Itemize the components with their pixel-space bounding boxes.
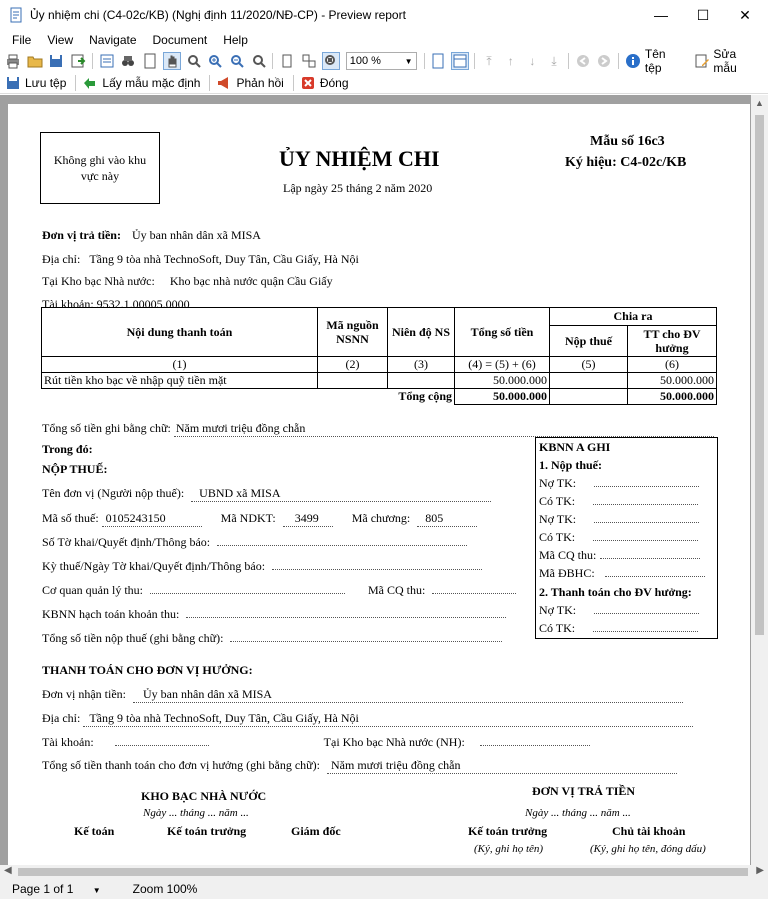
document-icon xyxy=(8,7,24,23)
magnifier-icon[interactable] xyxy=(185,52,203,70)
lay-mau-label: Lấy mẫu mặc định xyxy=(102,75,201,90)
sum-total: 50.000.000 xyxy=(455,389,550,405)
toolbar-separator xyxy=(75,75,76,91)
taxpayer-row xyxy=(42,486,491,502)
ten-tep-button[interactable] xyxy=(622,47,685,75)
tax-words-value xyxy=(230,641,502,642)
co-tk-value xyxy=(593,504,698,505)
header-content: Nội dung thanh toán xyxy=(42,308,318,357)
chuong-value: 805 xyxy=(417,511,477,527)
kbnn-hach-toan-label: KBNN hạch toán khoản thu: xyxy=(42,607,180,621)
receiver-label: Đơn vị nhận tiền: xyxy=(42,687,126,701)
kbnn-hach-toan-value xyxy=(186,617,506,618)
row-tax xyxy=(550,373,628,389)
kbnn-box-title: KBNN A GHI xyxy=(539,440,611,454)
chevron-down-icon: ▼ xyxy=(92,886,101,895)
ma-cq-value xyxy=(432,593,516,594)
table-row xyxy=(42,373,717,389)
menu-view[interactable]: View xyxy=(47,33,74,47)
scroll-right-icon[interactable]: ▶ xyxy=(756,865,764,876)
ten-tep-label: Tên tệp xyxy=(644,47,666,75)
zoom-in-icon[interactable] xyxy=(206,52,224,70)
undo-arrow-icon xyxy=(81,74,99,92)
no-tk-value xyxy=(594,486,699,487)
account-value: 9532.1.00005.0000 xyxy=(96,297,190,311)
dong-button[interactable] xyxy=(297,74,349,92)
ma-dbhc-label: Mã ĐBHC: xyxy=(539,566,595,580)
no-write-box: Không ghi vào khu vực này xyxy=(40,132,160,204)
menu-document[interactable]: Document xyxy=(152,33,208,47)
so-to-khai-label: Số Tờ khai/Quyết định/Thông báo: xyxy=(42,535,211,549)
luu-tep-button[interactable] xyxy=(2,74,66,92)
toolbar-separator xyxy=(293,75,294,91)
col-number: (6) xyxy=(628,357,717,373)
sum-tax xyxy=(550,389,628,405)
payer-row xyxy=(42,228,261,243)
taxcode-label: Mã số thuế: xyxy=(42,511,99,525)
preview-area[interactable] xyxy=(0,95,768,865)
row-total: 50.000.000 xyxy=(455,373,550,389)
ky-thue-value xyxy=(272,569,482,570)
receiver-account-value xyxy=(115,745,209,746)
ndkt-label: Mã NDKT: xyxy=(220,511,276,525)
zoom-select[interactable] xyxy=(346,52,417,70)
sua-mau-label: Sửa mẫu xyxy=(713,47,737,75)
tax-words-row xyxy=(42,631,502,646)
kbnn-co-tk-row xyxy=(539,530,698,545)
header-tax: Nộp thuế xyxy=(550,326,628,357)
row-source xyxy=(318,373,388,389)
words-label: Tổng số tiền ghi bằng chữ: xyxy=(42,421,171,435)
save-icon[interactable] xyxy=(47,52,65,70)
close-icon xyxy=(299,74,317,92)
thanh-toan-heading: THANH TOÁN CHO ĐƠN VỊ HƯỞNG: xyxy=(42,663,253,677)
back-icon[interactable] xyxy=(574,52,592,70)
kbnn-ma-cq-row xyxy=(539,548,700,563)
taxpayer-value: UBND xã MISA xyxy=(191,486,491,502)
scroll-up-icon[interactable]: ▲ xyxy=(755,98,764,108)
co-tk-label: Có TK: xyxy=(539,621,576,635)
menu-help[interactable]: Help xyxy=(223,33,248,47)
receiver-words-row xyxy=(42,758,677,774)
toolbar-separator xyxy=(474,53,475,69)
account-label: Tài khoản: xyxy=(42,297,94,311)
megaphone-icon xyxy=(215,74,233,92)
two-pages-icon[interactable] xyxy=(451,52,469,70)
horizontal-scrollbar[interactable] xyxy=(0,865,768,879)
co-quan-label: Cơ quan quản lý thu: xyxy=(42,583,144,597)
sua-mau-button[interactable] xyxy=(691,47,762,75)
kbnn-section-2: 2. Thanh toán cho ĐV hưởng: xyxy=(539,585,692,599)
page-indicator[interactable] xyxy=(12,882,117,896)
taxcode-value: 0105243150 xyxy=(102,511,202,527)
table-sum-row xyxy=(42,389,717,405)
ke-toan-label: Kế toán xyxy=(74,824,115,838)
menu-navigate[interactable]: Navigate xyxy=(89,33,137,47)
next-page-icon[interactable]: ↓ xyxy=(529,54,536,68)
no-tk-label: Nợ TK: xyxy=(539,476,577,490)
table-of-contents-icon[interactable] xyxy=(98,52,116,70)
ky-ho-ten-note: (Ký, ghi họ tên) xyxy=(474,843,544,855)
binoculars-icon[interactable] xyxy=(119,52,137,70)
chuong-label: Mã chương: xyxy=(351,511,411,525)
so-to-khai-row xyxy=(42,535,467,550)
sum-beneficiary: 50.000.000 xyxy=(628,389,717,405)
kbnn-no-tk-row xyxy=(539,512,699,527)
horizontal-scroll-thumb[interactable] xyxy=(18,868,748,876)
toolbar-actions xyxy=(0,72,768,94)
export-icon[interactable] xyxy=(69,52,87,70)
no-tk-label: Nợ TK: xyxy=(539,603,577,617)
col-number: (4) = (5) + (6) xyxy=(455,357,550,373)
co-quan-value xyxy=(150,593,345,594)
payer-label: Đơn vị trả tiền: xyxy=(42,228,121,242)
form-symbol: Ký hiệu: C4-02c/KB xyxy=(565,155,687,170)
toolbar-separator xyxy=(424,53,425,69)
ma-cq-thu-value xyxy=(600,558,700,559)
ma-dbhc-value xyxy=(605,576,705,577)
row-year xyxy=(388,373,455,389)
receiver-address-row xyxy=(42,711,693,727)
report-page xyxy=(8,104,750,865)
col-number: (1) xyxy=(42,357,318,373)
amount-in-words-row xyxy=(42,421,714,437)
receiver-row xyxy=(42,687,683,703)
zoom-out-icon[interactable] xyxy=(228,52,246,70)
form-number: Mẫu số 16c3 xyxy=(590,134,665,149)
window-title: Ủy nhiệm chi (C4-02c/KB) (Nghị định 11/2020/NĐ-CP) - Preview report xyxy=(30,8,406,22)
luu-tep-label: Lưu tệp xyxy=(25,75,67,90)
row-content: Rút tiền kho bạc về nhập quỹ tiền mặt xyxy=(42,373,318,389)
receiver-address-label: Địa chỉ: xyxy=(42,711,81,725)
kbnn-no-tk-row xyxy=(539,476,699,491)
ky-thue-label: Kỳ thuế/Ngày Tờ khai/Quyết định/Thông báo: xyxy=(42,559,266,573)
tax-codes-row xyxy=(42,511,477,527)
single-page-icon[interactable] xyxy=(278,52,296,70)
trong-do-label: Trong đó: xyxy=(42,442,93,456)
title-bar xyxy=(0,0,768,30)
payment-table xyxy=(41,307,717,405)
document-title: ỦY NHIỆM CHI xyxy=(279,146,440,171)
vertical-scrollbar[interactable] xyxy=(751,95,768,865)
dong-label: Đóng xyxy=(319,75,349,90)
edit-template-icon xyxy=(693,52,711,70)
payer-value: Ủy ban nhân dân xã MISA xyxy=(131,228,261,242)
receiver-treasury-label: Tại Kho bạc Nhà nước (NH): xyxy=(323,735,465,749)
chu-tai-khoan-label: Chủ tài khoản xyxy=(612,824,686,838)
hand-tool-icon[interactable] xyxy=(163,52,181,70)
toolbar-separator xyxy=(618,53,619,69)
kbnn-signature-heading: KHO BẠC NHÀ NƯỚC xyxy=(141,789,267,803)
kbnn-ma-dbhc-row xyxy=(539,566,705,581)
tax-words-label: Tổng số tiền nộp thuế (ghi bằng chữ): xyxy=(42,631,224,645)
whole-page-icon[interactable] xyxy=(322,52,340,70)
kbnn-no-tk-row xyxy=(539,603,699,618)
save-icon xyxy=(4,74,22,92)
address-label: Địa chỉ: xyxy=(42,252,81,266)
info-icon xyxy=(624,52,642,70)
document-date: Lập ngày 25 tháng 2 năm 2020 xyxy=(283,181,433,195)
co-quan-row xyxy=(42,583,516,598)
open-icon[interactable] xyxy=(26,52,44,70)
lay-mau-mac-dinh-button[interactable] xyxy=(79,74,200,92)
receiver-words-value: Năm mươi triệu đồng chẵn xyxy=(327,758,677,774)
page-width-icon[interactable] xyxy=(430,52,448,70)
no-tk-value xyxy=(594,613,699,614)
phan-hoi-button[interactable] xyxy=(213,74,283,92)
receiver-address-value: Tầng 9 tòa nhà TechnoSoft, Duy Tân, Cầu Giấy, Hà Nội xyxy=(83,711,693,727)
words-value: Năm mươi triệu đồng chẵn xyxy=(174,421,714,437)
minimize-button[interactable]: — xyxy=(654,7,668,23)
ma-cq-label: Mã CQ thu: xyxy=(368,583,426,597)
co-tk-value xyxy=(593,540,698,541)
header-total: Tổng số tiền xyxy=(455,308,550,357)
receiver-account-row xyxy=(42,735,590,750)
forward-icon[interactable] xyxy=(596,52,614,70)
toolbar-separator xyxy=(568,53,569,69)
receiver-value: Ủy ban nhân dân xã MISA xyxy=(133,687,683,703)
maximize-button[interactable]: ☐ xyxy=(696,6,710,23)
no-tk-label: Nợ TK: xyxy=(539,512,577,526)
kbnn-a-ghi-box xyxy=(535,437,718,639)
last-page-icon[interactable]: ⤓ xyxy=(551,53,557,68)
previous-page-icon[interactable]: ↑ xyxy=(507,54,514,68)
kbnn-date-blank: Ngày ... tháng ... năm ... xyxy=(143,807,249,819)
toolbar-separator xyxy=(272,53,273,69)
receiver-treasury-value xyxy=(480,745,590,746)
multiple-pages-icon[interactable] xyxy=(300,52,318,70)
toolbar-separator xyxy=(209,75,210,91)
receiver-account-label: Tài khoản: xyxy=(42,735,94,749)
treasury-value: Kho bạc nhà nước quận Cầu Giấy xyxy=(169,274,333,288)
payer-signature-heading: ĐƠN VỊ TRẢ TIỀN xyxy=(532,784,636,798)
header-year: Niên độ NS xyxy=(388,308,455,357)
no-tk-value xyxy=(594,522,699,523)
close-button[interactable]: ✕ xyxy=(739,6,751,23)
kbnn-co-tk-row xyxy=(539,494,698,509)
treasury-label: Tại Kho bạc Nhà nước: xyxy=(42,274,155,288)
header-beneficiary: TT cho ĐV hưởng xyxy=(628,326,717,357)
kbnn-co-tk-row xyxy=(539,621,698,636)
col-number: (2) xyxy=(318,357,388,373)
ma-cq-thu-label: Mã CQ thu: xyxy=(539,548,597,562)
menu-file[interactable]: File xyxy=(12,33,32,47)
chevron-down-icon: ▼ xyxy=(404,56,413,66)
payer-date-blank: Ngày ... tháng ... năm ... xyxy=(525,807,631,819)
status-bar xyxy=(0,879,768,899)
co-tk-value xyxy=(593,631,698,632)
col-number: (3) xyxy=(388,357,455,373)
taxpayer-label: Tên đơn vị (Người nộp thuế): xyxy=(42,486,185,500)
ndkt-value: 3499 xyxy=(283,511,333,527)
phan-hoi-label: Phản hồi xyxy=(236,75,284,90)
zoom-indicator: Zoom 100% xyxy=(132,882,198,896)
ke-toan-truong-payer-label: Kế toán trưởng xyxy=(468,824,548,838)
giam-doc-label: Giám đốc xyxy=(291,824,341,838)
page-setup-icon[interactable] xyxy=(141,52,159,70)
co-tk-label: Có TK: xyxy=(539,530,576,544)
first-page-icon[interactable]: ⤒ xyxy=(486,53,492,68)
header-split: Chia ra xyxy=(550,308,717,326)
zoom-fit-icon[interactable] xyxy=(250,52,268,70)
header-source: Mã nguồn NSNN xyxy=(318,308,388,357)
print-icon[interactable] xyxy=(4,52,22,70)
address-value: Tầng 9 tòa nhà TechnoSoft, Duy Tân, Cầu Giấy, Hà Nội xyxy=(89,252,359,266)
zoom-value: 100 % xyxy=(349,55,381,67)
kbnn-hach-toan-row xyxy=(42,607,506,622)
so-to-khai-value xyxy=(217,545,467,546)
ke-toan-truong-label: Kế toán trưởng xyxy=(167,824,247,838)
receiver-words-label: Tổng số tiền thanh toán cho đơn vị hưởng (ghi bằng chữ): xyxy=(42,758,320,772)
nop-thue-heading: NỘP THUẾ: xyxy=(42,462,108,476)
co-tk-label: Có TK: xyxy=(539,494,576,508)
ky-thue-row xyxy=(42,559,482,574)
treasury-row xyxy=(42,274,333,289)
col-number: (5) xyxy=(550,357,628,373)
toolbar-preview xyxy=(0,47,768,75)
vertical-scroll-thumb[interactable] xyxy=(755,115,764,635)
page-indicator-label: Page 1 of 1 xyxy=(12,882,74,896)
address-row xyxy=(42,252,359,267)
sum-label: Tổng cộng xyxy=(42,389,455,405)
row-beneficiary: 50.000.000 xyxy=(628,373,717,389)
kbnn-section-1: 1. Nộp thuế: xyxy=(539,458,603,472)
scroll-left-icon[interactable]: ◀ xyxy=(4,865,12,876)
ky-dong-dau-note: (Ký, ghi họ tên, đóng dấu) xyxy=(590,843,706,855)
toolbar-separator xyxy=(92,53,93,69)
